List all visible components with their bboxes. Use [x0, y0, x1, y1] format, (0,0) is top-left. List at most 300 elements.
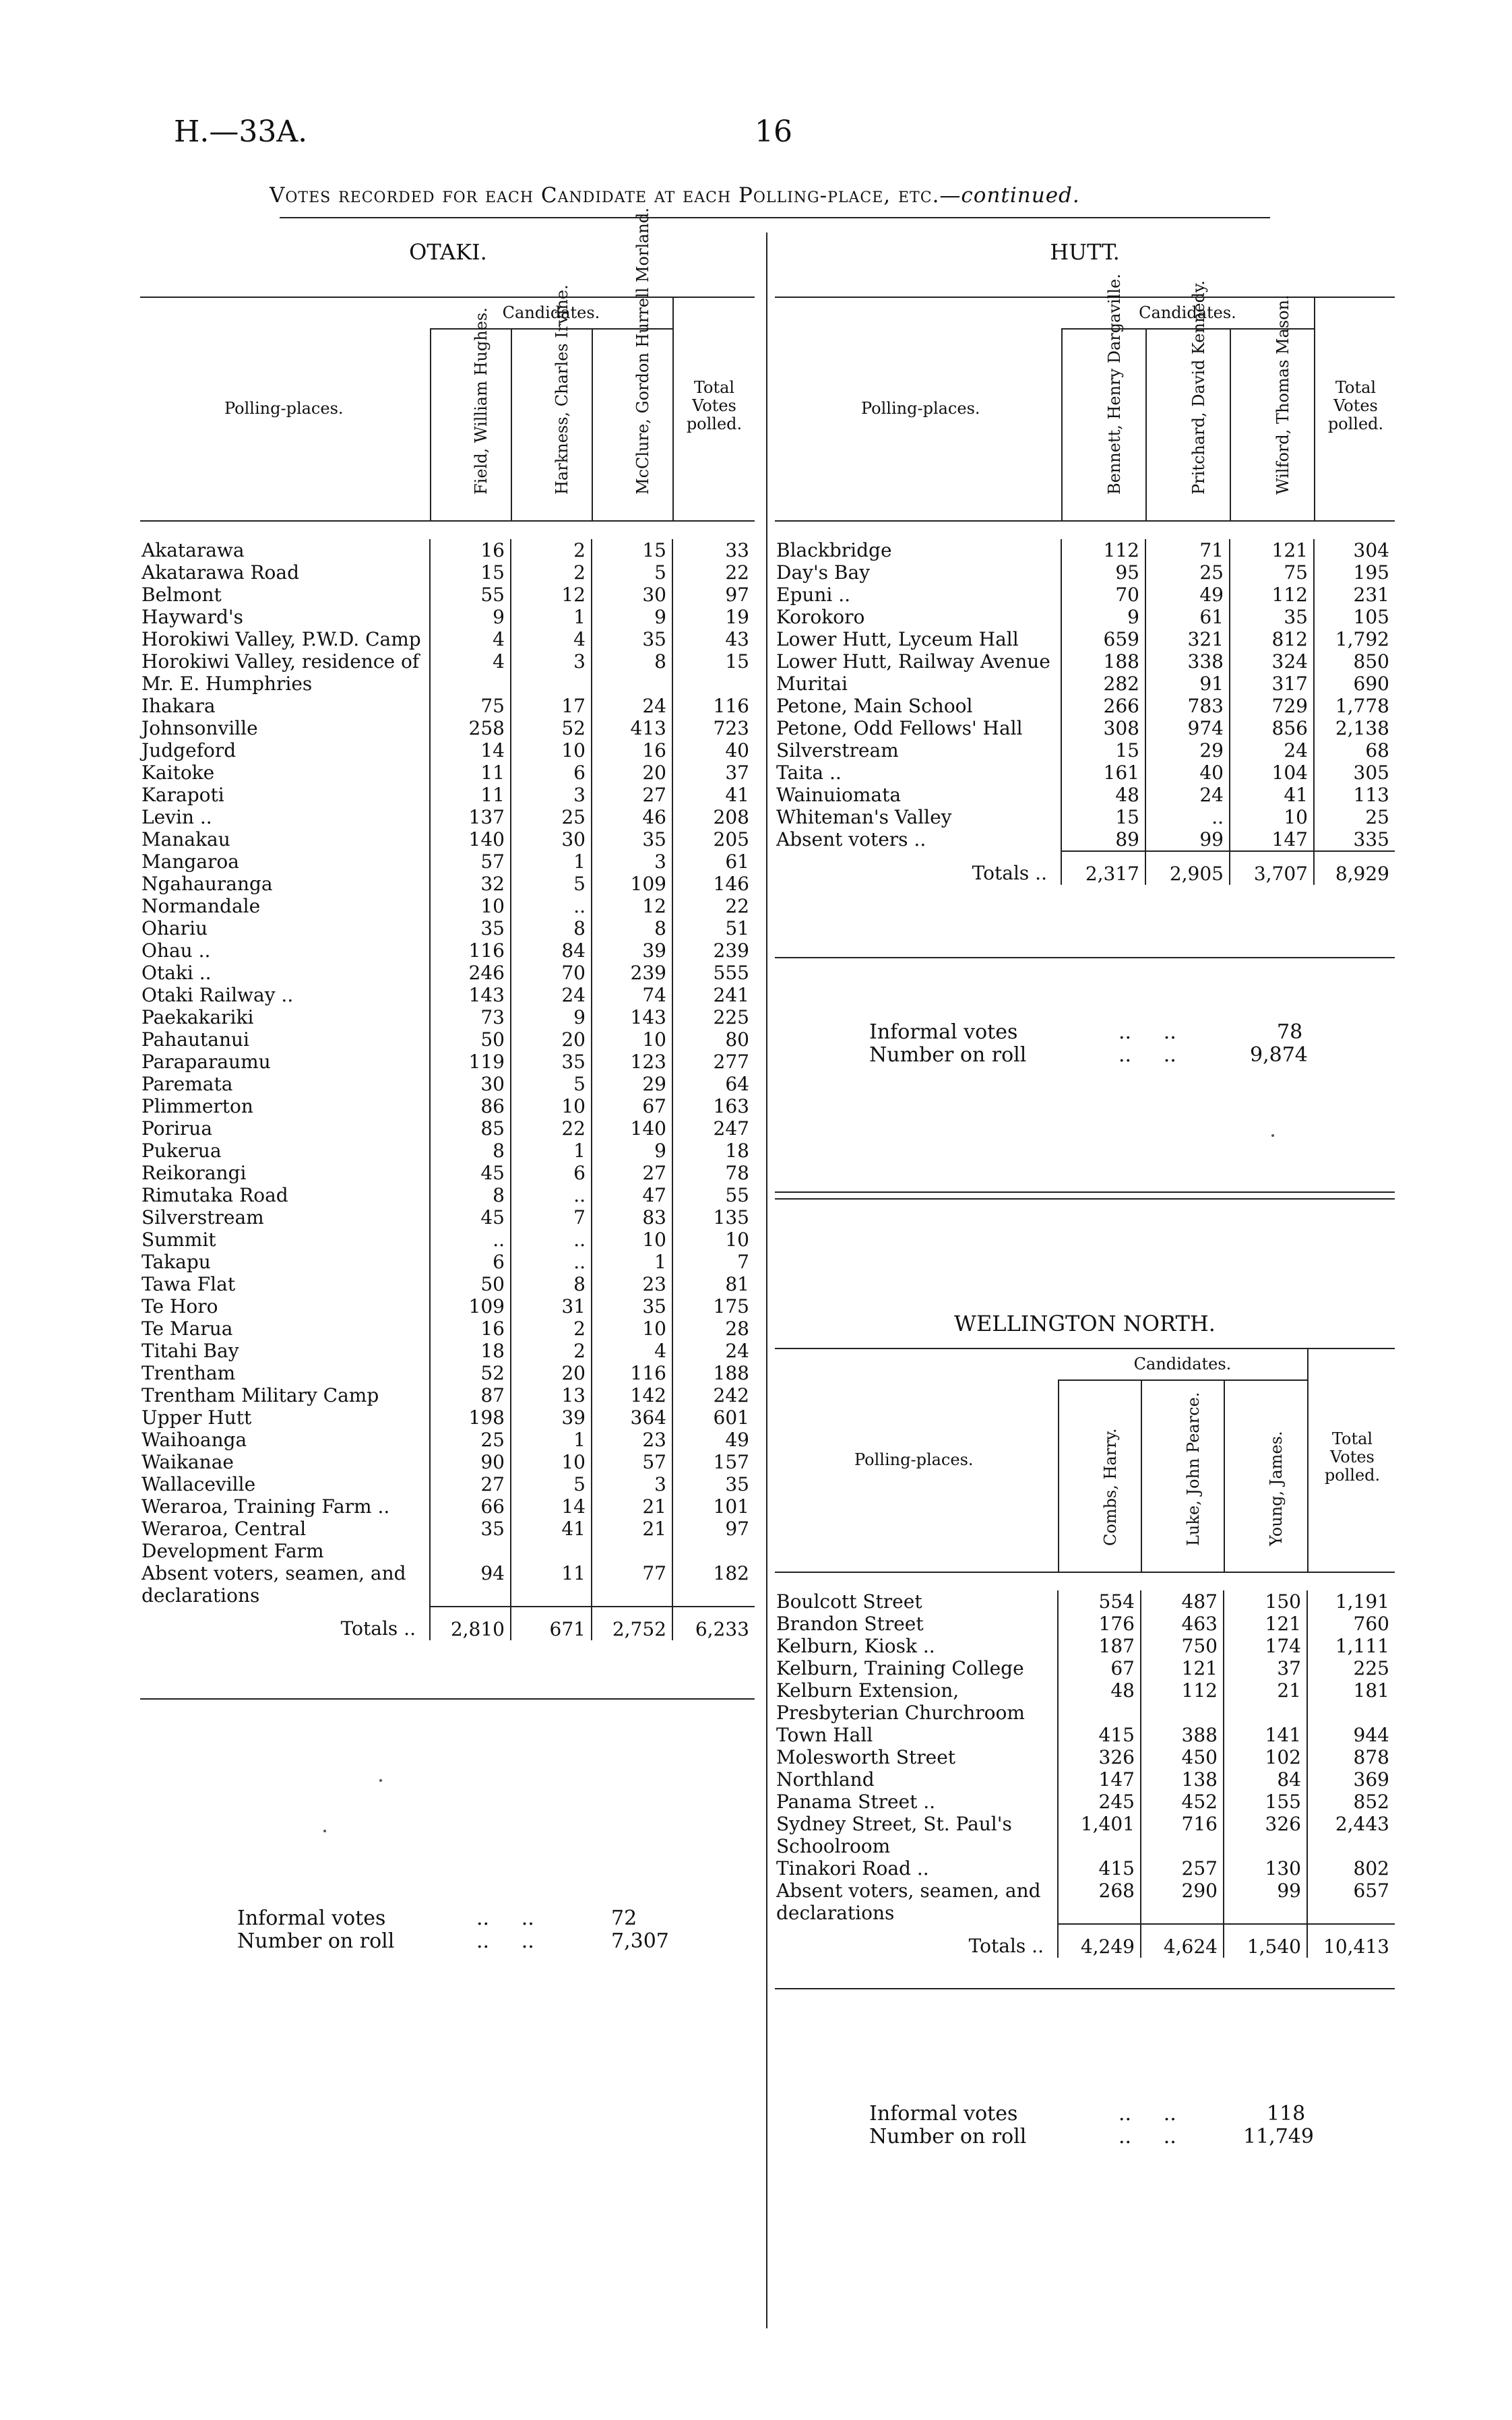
polling-place-name: Northland	[776, 1768, 875, 1791]
polling-place-name: Lower Hutt, Railway Avenue	[776, 650, 1050, 673]
total-votes: 182	[672, 1562, 755, 1607]
candidate-votes: 24	[592, 695, 672, 717]
polling-place-name: Boulcott Street	[776, 1590, 922, 1613]
polling-place-name: Judgeford	[141, 739, 237, 762]
candidate-votes: 8	[511, 1273, 592, 1295]
hutt-roll-label: Number on roll	[869, 1043, 1027, 1067]
title-rule	[280, 217, 1270, 218]
candidate-votes: 21	[592, 1495, 672, 1518]
total-votes: 850	[1314, 650, 1395, 673]
total-votes: 242	[672, 1384, 755, 1406]
candidate-votes: 187	[1058, 1635, 1141, 1657]
candidate-votes: 147	[1230, 828, 1314, 851]
hutt-total-label: Total Votes polled.	[1327, 378, 1384, 433]
candidate-votes: 141	[1224, 1724, 1307, 1746]
polling-place-name: Otaki ..	[141, 962, 212, 984]
candidate-votes: 137	[430, 806, 511, 828]
document-reference: H.—33A.	[174, 115, 308, 149]
candidate-votes: 94	[430, 1562, 511, 1607]
total-votes: 64	[672, 1073, 755, 1095]
candidate-votes: 143	[592, 1006, 672, 1028]
hutt-cand-3-name: Wilford, Thomas Mason.	[1273, 294, 1292, 495]
total-votes: 37	[672, 762, 755, 784]
polling-place-name: Pukerua	[141, 1140, 222, 1162]
candidate-votes: 90	[430, 1451, 511, 1473]
table-row	[140, 1117, 755, 1140]
hutt-section-end-rule-2	[775, 1198, 1395, 1200]
otaki-title: OTAKI.	[409, 239, 487, 265]
wn-cand-2-header	[1141, 1379, 1225, 1572]
candidate-votes: 321	[1145, 628, 1230, 650]
total-votes: 1,792	[1314, 628, 1395, 650]
candidate-votes: 8	[430, 1140, 511, 1162]
otaki-stats	[237, 1907, 709, 1961]
candidate-votes: 4	[430, 650, 511, 695]
candidate-votes: 9	[592, 606, 672, 628]
candidate-votes: 14	[430, 739, 511, 762]
candidate-votes: 23	[592, 1273, 672, 1295]
total-votes: 305	[1314, 762, 1395, 784]
candidate-votes: 20	[511, 1028, 592, 1051]
polling-place-name: Epuni ..	[776, 584, 851, 606]
candidate-votes: 61	[1145, 606, 1230, 628]
candidate-votes: 3	[511, 650, 592, 695]
candidate-votes: 35	[592, 628, 672, 650]
table-row	[140, 539, 755, 561]
candidate-votes: 70	[1061, 584, 1145, 606]
candidate-votes: 6	[511, 1162, 592, 1184]
candidate-votes: 109	[430, 1295, 511, 1317]
table-row	[140, 962, 755, 984]
table-row	[775, 1813, 1395, 1857]
polling-place-name: Panama Street ..	[776, 1791, 936, 1813]
candidate-votes: 364	[592, 1406, 672, 1429]
candidate-votes: 14	[511, 1495, 592, 1518]
polling-place-name: Johnsonville	[141, 717, 258, 739]
candidate-votes: 10	[511, 1451, 592, 1473]
hutt-cand-2-name: Pritchard, David Kennedy.	[1189, 280, 1208, 495]
wn-table	[775, 1590, 1395, 1958]
polling-place-name: Upper Hutt	[141, 1406, 252, 1429]
candidate-votes: 102	[1224, 1746, 1307, 1768]
polling-place-name: Reikorangi	[141, 1162, 247, 1184]
total-votes: 55	[672, 1184, 755, 1206]
wn-stats	[869, 2103, 1354, 2157]
table-row	[140, 1295, 755, 1317]
total-votes: 40	[672, 739, 755, 762]
total-votes: 802	[1307, 1857, 1395, 1880]
candidate-votes: 2	[511, 539, 592, 561]
otaki-total-label: Total Votes polled.	[686, 378, 743, 433]
candidate-votes: 239	[592, 962, 672, 984]
candidate-votes: 176	[1058, 1613, 1141, 1635]
candidate-votes: 104	[1230, 762, 1314, 784]
candidate-votes: 29	[1145, 739, 1230, 762]
candidate-votes: 99	[1145, 828, 1230, 851]
table-row	[775, 1613, 1395, 1635]
table-row	[775, 673, 1395, 695]
table-row	[140, 806, 755, 828]
candidate-votes: 55	[430, 584, 511, 606]
total-votes: 15	[672, 650, 755, 695]
candidate-votes: 4	[430, 628, 511, 650]
candidate-votes: 18	[430, 1340, 511, 1362]
polling-place-name: Horokiwi Valley, residence of Mr. E. Humphries	[141, 650, 420, 695]
candidate-votes: 84	[511, 939, 592, 962]
hutt-section-end-rule-1	[775, 1191, 1395, 1193]
candidate-votes: 6	[430, 1251, 511, 1273]
candidate-votes: 10	[592, 1028, 672, 1051]
table-row	[775, 561, 1395, 584]
candidate-votes: 11	[511, 1562, 592, 1607]
candidate-votes: 17	[511, 695, 592, 717]
table-row	[140, 917, 755, 939]
table-row	[140, 762, 755, 784]
table-row	[140, 1095, 755, 1117]
candidate-votes: 11	[430, 784, 511, 806]
hutt-informal-value: 78	[1277, 1020, 1303, 1044]
candidate-votes: 57	[592, 1451, 672, 1473]
polling-place-name: Korokoro	[776, 606, 865, 628]
candidate-votes: 74	[592, 984, 672, 1006]
polling-place-name: Te Horo	[141, 1295, 218, 1317]
total-votes: 51	[672, 917, 755, 939]
table-row	[775, 784, 1395, 806]
otaki-table-end-rule	[140, 1698, 755, 1700]
hutt-head-bottom-rule	[775, 520, 1395, 522]
table-row	[775, 762, 1395, 784]
table-row	[140, 1028, 755, 1051]
polling-place-name: Te Marua	[141, 1317, 233, 1340]
candidate-votes: 13	[511, 1384, 592, 1406]
polling-place-name: Kelburn, Kiosk ..	[776, 1635, 935, 1657]
table-row	[140, 1384, 755, 1406]
polling-place-name: Ngahauranga	[141, 873, 273, 895]
total-votes: 8,929	[1314, 851, 1395, 885]
otaki-total-header	[672, 298, 755, 520]
total-votes: 28	[672, 1317, 755, 1340]
total-votes: 7	[672, 1251, 755, 1273]
candidate-votes: 86	[430, 1095, 511, 1117]
candidate-votes: 140	[592, 1117, 672, 1140]
otaki-candidates-label: Candidates.	[502, 303, 600, 322]
polling-place-name: Akatarawa Road	[141, 561, 300, 584]
totals-label: Totals ..	[972, 862, 1047, 884]
hutt-informal-label: Informal votes	[869, 1020, 1018, 1044]
candidate-votes: 57	[430, 850, 511, 873]
polling-place-name: Trentham Military Camp	[141, 1384, 379, 1406]
candidate-votes: 25	[430, 1429, 511, 1451]
wn-informal-leader: .. ..	[1119, 2102, 1176, 2126]
candidate-votes: 15	[592, 539, 672, 561]
candidate-votes: 70	[511, 962, 592, 984]
totals-row	[775, 1924, 1395, 1958]
hutt-places-label: Polling-places.	[861, 399, 980, 418]
table-row	[140, 1273, 755, 1295]
table-row	[775, 606, 1395, 628]
table-row	[775, 739, 1395, 762]
hutt-informal-leader: .. ..	[1119, 1020, 1176, 1044]
candidate-votes: 29	[592, 1073, 672, 1095]
total-votes: 2,443	[1307, 1813, 1395, 1857]
speck	[1271, 1134, 1274, 1137]
otaki-places-label: Polling-places.	[224, 399, 344, 418]
candidate-votes: 9	[592, 1140, 672, 1162]
candidate-votes: 2	[511, 1317, 592, 1340]
candidate-votes: 729	[1230, 695, 1314, 717]
wn-informal-label: Informal votes	[869, 2102, 1018, 2126]
polling-place-name: Paraparaumu	[141, 1051, 271, 1073]
table-row	[775, 1635, 1395, 1657]
candidate-votes: 15	[1061, 806, 1145, 828]
total-votes: 225	[1307, 1657, 1395, 1679]
candidate-votes: 142	[592, 1384, 672, 1406]
candidate-votes: 112	[1061, 539, 1145, 561]
total-votes: 277	[672, 1051, 755, 1073]
total-votes: 175	[672, 1295, 755, 1317]
otaki-informal-label: Informal votes	[237, 1906, 386, 1930]
candidate-votes: 1	[592, 1251, 672, 1273]
table-row	[140, 1340, 755, 1362]
candidate-votes: 21	[1224, 1679, 1307, 1724]
total-votes: 205	[672, 828, 755, 850]
table-row	[775, 1590, 1395, 1613]
candidate-votes: 1	[511, 1429, 592, 1451]
table-row	[140, 1162, 755, 1184]
total-votes: 24	[672, 1340, 755, 1362]
candidate-votes: 161	[1061, 762, 1145, 784]
table-row	[775, 539, 1395, 561]
candidate-votes: 326	[1224, 1813, 1307, 1857]
table-row	[140, 606, 755, 628]
candidate-votes: 48	[1058, 1679, 1141, 1724]
otaki-roll-label: Number on roll	[237, 1929, 395, 1953]
total-votes: 10	[672, 1229, 755, 1251]
candidate-votes: 52	[511, 717, 592, 739]
table-row	[140, 1429, 755, 1451]
table-row	[140, 739, 755, 762]
hutt-cand-3-header	[1230, 294, 1315, 520]
total-votes: 101	[672, 1495, 755, 1518]
candidate-votes: 87	[430, 1384, 511, 1406]
candidate-votes: 24	[1230, 739, 1314, 762]
polling-place-name: Titahi Bay	[141, 1340, 239, 1362]
total-votes: 41	[672, 784, 755, 806]
total-votes: 225	[672, 1006, 755, 1028]
total-votes: 35	[672, 1473, 755, 1495]
polling-place-name: Tinakori Road ..	[776, 1857, 929, 1880]
candidate-votes: 35	[592, 1295, 672, 1317]
candidate-votes: 83	[592, 1206, 672, 1229]
otaki-informal-value: 72	[611, 1906, 637, 1930]
polling-place-name: Hayward's	[141, 606, 243, 628]
candidate-votes: 22	[511, 1117, 592, 1140]
total-votes: 22	[672, 895, 755, 917]
candidate-votes: 9	[430, 606, 511, 628]
total-votes: 105	[1314, 606, 1395, 628]
total-votes: 163	[672, 1095, 755, 1117]
candidate-votes: 452	[1141, 1791, 1224, 1813]
table-row	[140, 717, 755, 739]
page-title-main: Votes recorded for each Candidate at each Polling-place, etc.	[270, 183, 940, 208]
table-row	[140, 695, 755, 717]
total-votes: 49	[672, 1429, 755, 1451]
hutt-table-end-rule	[775, 957, 1395, 958]
table-row	[140, 1140, 755, 1162]
total-votes: 208	[672, 806, 755, 828]
candidate-votes: 812	[1230, 628, 1314, 650]
polling-place-name: Town Hall	[776, 1724, 873, 1746]
otaki-cand-3-name: McClure, Gordon Hurrell Morland.	[633, 208, 652, 495]
candidate-votes: ..	[511, 1184, 592, 1206]
otaki-cand-2-name: Harkness, Charles Irvine.	[553, 284, 571, 495]
candidate-votes: 4	[511, 628, 592, 650]
candidate-votes: 671	[511, 1607, 592, 1640]
candidate-votes: 12	[592, 895, 672, 917]
table-row	[140, 1495, 755, 1518]
candidate-votes: 245	[1058, 1791, 1141, 1813]
polling-place-name: Silverstream	[776, 739, 899, 762]
polling-place-name: Molesworth Street	[776, 1746, 956, 1768]
hutt-cand-1-name: Bennett, Henry Dargaville.	[1104, 274, 1124, 495]
candidate-votes: 2	[511, 1340, 592, 1362]
polling-place-name: Porirua	[141, 1117, 213, 1140]
table-row	[140, 895, 755, 917]
candidate-votes: 9	[511, 1006, 592, 1028]
candidate-votes: ..	[511, 895, 592, 917]
total-votes: 78	[672, 1162, 755, 1184]
candidate-votes: 413	[592, 717, 672, 739]
candidate-votes: 30	[592, 584, 672, 606]
candidate-votes: 73	[430, 1006, 511, 1028]
polling-place-name: Blackbridge	[776, 539, 892, 561]
total-votes: 657	[1307, 1880, 1395, 1924]
candidate-votes: 45	[430, 1162, 511, 1184]
candidate-votes: 140	[430, 828, 511, 850]
wn-places-label: Polling-places.	[854, 1450, 974, 1469]
candidate-votes: 10	[430, 895, 511, 917]
candidate-votes: 198	[430, 1406, 511, 1429]
polling-place-name: Weraroa, Training Farm ..	[141, 1495, 390, 1518]
table-row	[140, 1362, 755, 1384]
total-votes: 181	[1307, 1679, 1395, 1724]
candidate-votes: 1,540	[1224, 1924, 1307, 1958]
candidate-votes: 52	[430, 1362, 511, 1384]
table-row	[775, 1880, 1395, 1924]
total-votes: 239	[672, 939, 755, 962]
candidate-votes: 10	[511, 1095, 592, 1117]
polling-place-name: Sydney Street, St. Paul's Schoolroom	[776, 1813, 1012, 1857]
polling-place-name: Takapu	[141, 1251, 211, 1273]
table-row	[775, 828, 1395, 851]
hutt-cand-1-header	[1061, 274, 1147, 520]
total-votes: 1,778	[1314, 695, 1395, 717]
candidate-votes: 716	[1141, 1813, 1224, 1857]
page-number: 16	[755, 115, 792, 149]
otaki-informal-leader: .. ..	[476, 1906, 534, 1930]
table-row	[140, 1562, 755, 1607]
candidate-votes: 974	[1145, 717, 1230, 739]
candidate-votes: 71	[1145, 539, 1230, 561]
candidate-votes: 41	[1230, 784, 1314, 806]
table-row	[140, 1406, 755, 1429]
candidate-votes: 5	[511, 1473, 592, 1495]
total-votes: 18	[672, 1140, 755, 1162]
total-votes: 116	[672, 695, 755, 717]
candidate-votes: 783	[1145, 695, 1230, 717]
table-row	[775, 628, 1395, 650]
candidate-votes: 89	[1061, 828, 1145, 851]
candidate-votes: 47	[592, 1184, 672, 1206]
table-row	[775, 1857, 1395, 1880]
polling-place-name: Paekakariki	[141, 1006, 254, 1028]
candidate-votes: 32	[430, 873, 511, 895]
total-votes: 188	[672, 1362, 755, 1384]
candidate-votes: 99	[1224, 1880, 1307, 1924]
candidate-votes: 268	[1058, 1880, 1141, 1924]
polling-place-name: Mangaroa	[141, 850, 239, 873]
candidate-votes: 3	[592, 850, 672, 873]
total-votes: 231	[1314, 584, 1395, 606]
candidate-votes: 67	[1058, 1657, 1141, 1679]
candidate-votes: 91	[1145, 673, 1230, 695]
candidate-votes: 174	[1224, 1635, 1307, 1657]
candidate-votes: 12	[511, 584, 592, 606]
total-votes: 878	[1307, 1746, 1395, 1768]
candidate-votes: 112	[1141, 1679, 1224, 1724]
candidate-votes: 5	[511, 1073, 592, 1095]
total-votes: 304	[1314, 539, 1395, 561]
otaki-roll-value: 7,307	[611, 1929, 669, 1953]
candidate-votes: 48	[1061, 784, 1145, 806]
candidate-votes: 66	[430, 1495, 511, 1518]
total-votes: 97	[672, 584, 755, 606]
candidate-votes: 16	[592, 739, 672, 762]
candidate-votes: 16	[430, 539, 511, 561]
total-votes: 22	[672, 561, 755, 584]
totals-row	[140, 1607, 755, 1640]
total-votes: 852	[1307, 1791, 1395, 1813]
total-votes: 601	[672, 1406, 755, 1429]
table-row	[140, 1473, 755, 1495]
wn-total-header	[1307, 1349, 1396, 1572]
candidate-votes: 317	[1230, 673, 1314, 695]
candidate-votes: 2,905	[1145, 851, 1230, 885]
candidate-votes: 35	[511, 1051, 592, 1073]
candidate-votes: 15	[430, 561, 511, 584]
candidate-votes: 11	[430, 762, 511, 784]
candidate-votes: 35	[1230, 606, 1314, 628]
polling-place-name: Ohau ..	[141, 939, 211, 962]
wn-roll-label: Number on roll	[869, 2125, 1027, 2148]
polling-place-name: Levin ..	[141, 806, 212, 828]
table-row	[775, 584, 1395, 606]
candidate-votes: 121	[1141, 1657, 1224, 1679]
table-row	[775, 1768, 1395, 1791]
candidate-votes: 123	[592, 1051, 672, 1073]
total-votes: 760	[1307, 1613, 1395, 1635]
total-votes: 241	[672, 984, 755, 1006]
total-votes: 690	[1314, 673, 1395, 695]
wn-informal-value: 118	[1267, 2102, 1306, 2126]
candidate-votes: 116	[430, 939, 511, 962]
hutt-candidates-label: Candidates.	[1139, 303, 1236, 322]
candidate-votes: 1	[511, 606, 592, 628]
polling-place-name: Trentham	[141, 1362, 236, 1384]
candidate-votes: 116	[592, 1362, 672, 1384]
candidate-votes: 266	[1061, 695, 1145, 717]
candidate-votes: 24	[511, 984, 592, 1006]
